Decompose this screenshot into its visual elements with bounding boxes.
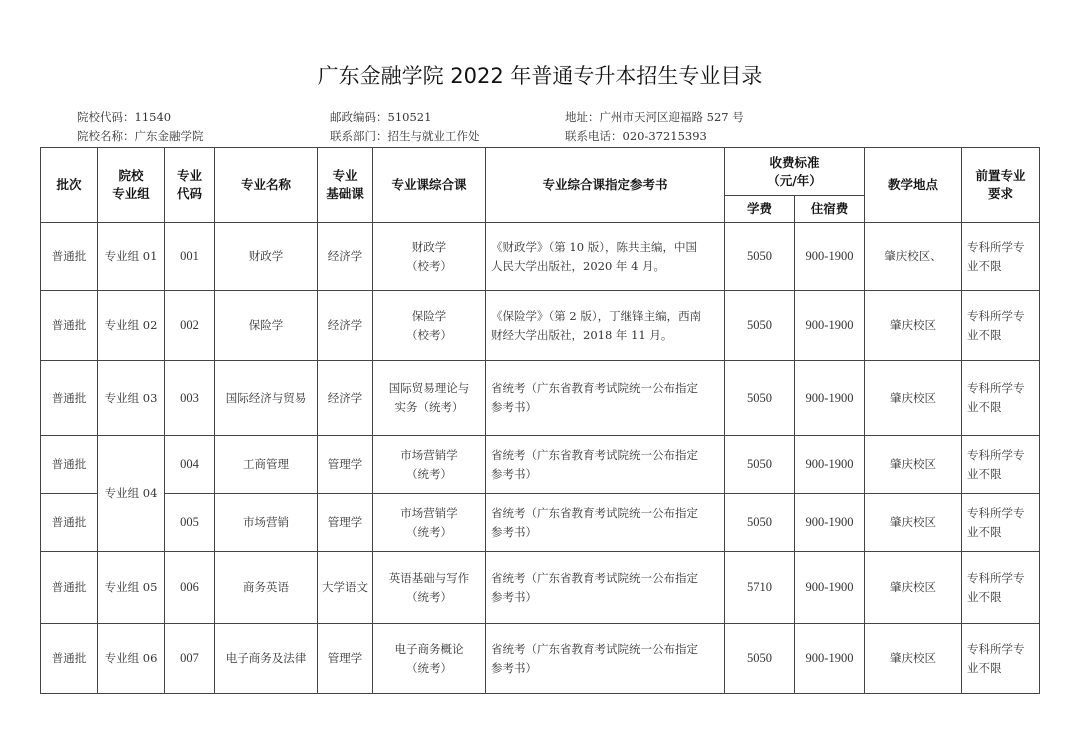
- header-comp: 专业课综合课: [373, 148, 486, 223]
- cell-requirement: 专科所学专 业不限: [962, 494, 1040, 552]
- cell-lodging: 900-1900: [795, 624, 865, 694]
- cell-base: 管理学: [318, 624, 373, 694]
- header-lodging: 住宿费: [795, 196, 865, 223]
- table-row: [41, 223, 1040, 291]
- table-row: [41, 624, 1040, 694]
- cell-base: 大学语文: [318, 552, 373, 624]
- cell-batch: 普通批: [41, 223, 98, 291]
- cell-requirement: 专科所学专 业不限: [962, 361, 1040, 436]
- cell-comp: 市场营销学 （统考）: [373, 436, 486, 494]
- cell-requirement: 专科所学专 业不限: [962, 291, 1040, 361]
- header-fee: 收费标准 （元/年）: [725, 148, 865, 196]
- cell-tuition: 5050: [725, 436, 795, 494]
- header-code: 专业 代码: [165, 148, 215, 223]
- cell-name: 商务英语: [215, 552, 318, 624]
- cell-tuition: 5050: [725, 361, 795, 436]
- cell-ref: 《财政学》（第 10 版），陈共主编，中国 人民大学出版社，2020 年 4 月。: [486, 223, 725, 291]
- cell-tuition: 5050: [725, 494, 795, 552]
- header-ref: 专业综合课指定参考书: [486, 148, 725, 223]
- cell-code: 004: [165, 436, 215, 494]
- header-tuition: 学费: [725, 196, 795, 223]
- cell-location: 肇庆校区: [865, 436, 962, 494]
- contact-phone: 联系电话：020-37215393: [565, 129, 707, 143]
- cell-group: 专业组 02: [98, 291, 165, 361]
- cell-base: 管理学: [318, 494, 373, 552]
- cell-base: 经济学: [318, 223, 373, 291]
- cell-location: 肇庆校区: [865, 361, 962, 436]
- cell-batch: 普通批: [41, 494, 98, 552]
- cell-group: 专业组 05: [98, 552, 165, 624]
- header-base: 专业 基础课: [318, 148, 373, 223]
- school-code: 院校代码：11540: [77, 110, 172, 124]
- cell-name: 国际经济与贸易: [215, 361, 318, 436]
- cell-requirement: 专科所学专 业不限: [962, 436, 1040, 494]
- cell-name: 保险学: [215, 291, 318, 361]
- cell-location: 肇庆校区: [865, 624, 962, 694]
- cell-batch: 普通批: [41, 624, 98, 694]
- cell-code: 006: [165, 552, 215, 624]
- cell-name: 财政学: [215, 223, 318, 291]
- cell-group: 专业组 03: [98, 361, 165, 436]
- cell-requirement: 专科所学专 业不限: [962, 552, 1040, 624]
- cell-code: 001: [165, 223, 215, 291]
- cell-name: 工商管理: [215, 436, 318, 494]
- cell-ref: 省统考（广东省教育考试院统一公布指定 参考书）: [486, 552, 725, 624]
- cell-requirement: 专科所学专 业不限: [962, 624, 1040, 694]
- cell-code: 005: [165, 494, 215, 552]
- cell-ref: 省统考（广东省教育考试院统一公布指定 参考书）: [486, 361, 725, 436]
- header-requirement: 前置专业 要求: [962, 148, 1040, 223]
- cell-base: 经济学: [318, 361, 373, 436]
- cell-comp: 财政学 （校考）: [373, 223, 486, 291]
- cell-tuition: 5050: [725, 291, 795, 361]
- cell-comp: 市场营销学 （统考）: [373, 494, 486, 552]
- header-name: 专业名称: [215, 148, 318, 223]
- cell-ref: 《保险学》（第 2 版），丁继锋主编，西南 财经大学出版社，2018 年 11 月。: [486, 291, 725, 361]
- cell-ref: 省统考（广东省教育考试院统一公布指定 参考书）: [486, 624, 725, 694]
- cell-tuition: 5710: [725, 552, 795, 624]
- table-row: [41, 361, 1040, 436]
- cell-base: 管理学: [318, 436, 373, 494]
- cell-lodging: 900-1900: [795, 552, 865, 624]
- header-location: 教学地点: [865, 148, 962, 223]
- cell-group: 专业组 04: [98, 436, 165, 552]
- cell-lodging: 900-1900: [795, 436, 865, 494]
- table-row: [41, 291, 1040, 361]
- cell-base: 经济学: [318, 291, 373, 361]
- cell-code: 002: [165, 291, 215, 361]
- header-group: 院校 专业组: [98, 148, 165, 223]
- postal-code: 邮政编码：510521: [330, 110, 432, 124]
- table-row: [41, 552, 1040, 624]
- cell-group: 专业组 01: [98, 223, 165, 291]
- cell-batch: 普通批: [41, 436, 98, 494]
- cell-comp: 保险学 （校考）: [373, 291, 486, 361]
- contact-department: 联系部门：招生与就业工作处: [330, 129, 480, 143]
- cell-name: 电子商务及法律: [215, 624, 318, 694]
- school-name: 院校名称：广东金融学院: [77, 129, 204, 143]
- cell-tuition: 5050: [725, 624, 795, 694]
- table-row: [41, 494, 1040, 552]
- cell-lodging: 900-1900: [795, 361, 865, 436]
- cell-name: 市场营销: [215, 494, 318, 552]
- cell-comp: 电子商务概论 （统考）: [373, 624, 486, 694]
- address: 地址：广州市天河区迎福路 527 号: [565, 110, 744, 124]
- cell-location: 肇庆校区、: [865, 223, 962, 291]
- cell-location: 肇庆校区: [865, 494, 962, 552]
- cell-lodging: 900-1900: [795, 494, 865, 552]
- cell-comp: 英语基础与写作 （统考）: [373, 552, 486, 624]
- cell-batch: 普通批: [41, 552, 98, 624]
- cell-lodging: 900-1900: [795, 223, 865, 291]
- cell-group: 专业组 06: [98, 624, 165, 694]
- page-title: 广东金融学院 2022 年普通专升本招生专业目录: [317, 64, 763, 88]
- cell-comp: 国际贸易理论与 实务（统考）: [373, 361, 486, 436]
- cell-batch: 普通批: [41, 291, 98, 361]
- cell-code: 003: [165, 361, 215, 436]
- cell-batch: 普通批: [41, 361, 98, 436]
- cell-ref: 省统考（广东省教育考试院统一公布指定 参考书）: [486, 494, 725, 552]
- cell-location: 肇庆校区: [865, 552, 962, 624]
- table-row: [41, 436, 1040, 494]
- cell-ref: 省统考（广东省教育考试院统一公布指定 参考书）: [486, 436, 725, 494]
- cell-lodging: 900-1900: [795, 291, 865, 361]
- major-catalog-table: [40, 147, 1040, 694]
- cell-requirement: 专科所学专 业不限: [962, 223, 1040, 291]
- cell-code: 007: [165, 624, 215, 694]
- cell-location: 肇庆校区: [865, 291, 962, 361]
- cell-tuition: 5050: [725, 223, 795, 291]
- header-batch: 批次: [41, 148, 98, 223]
